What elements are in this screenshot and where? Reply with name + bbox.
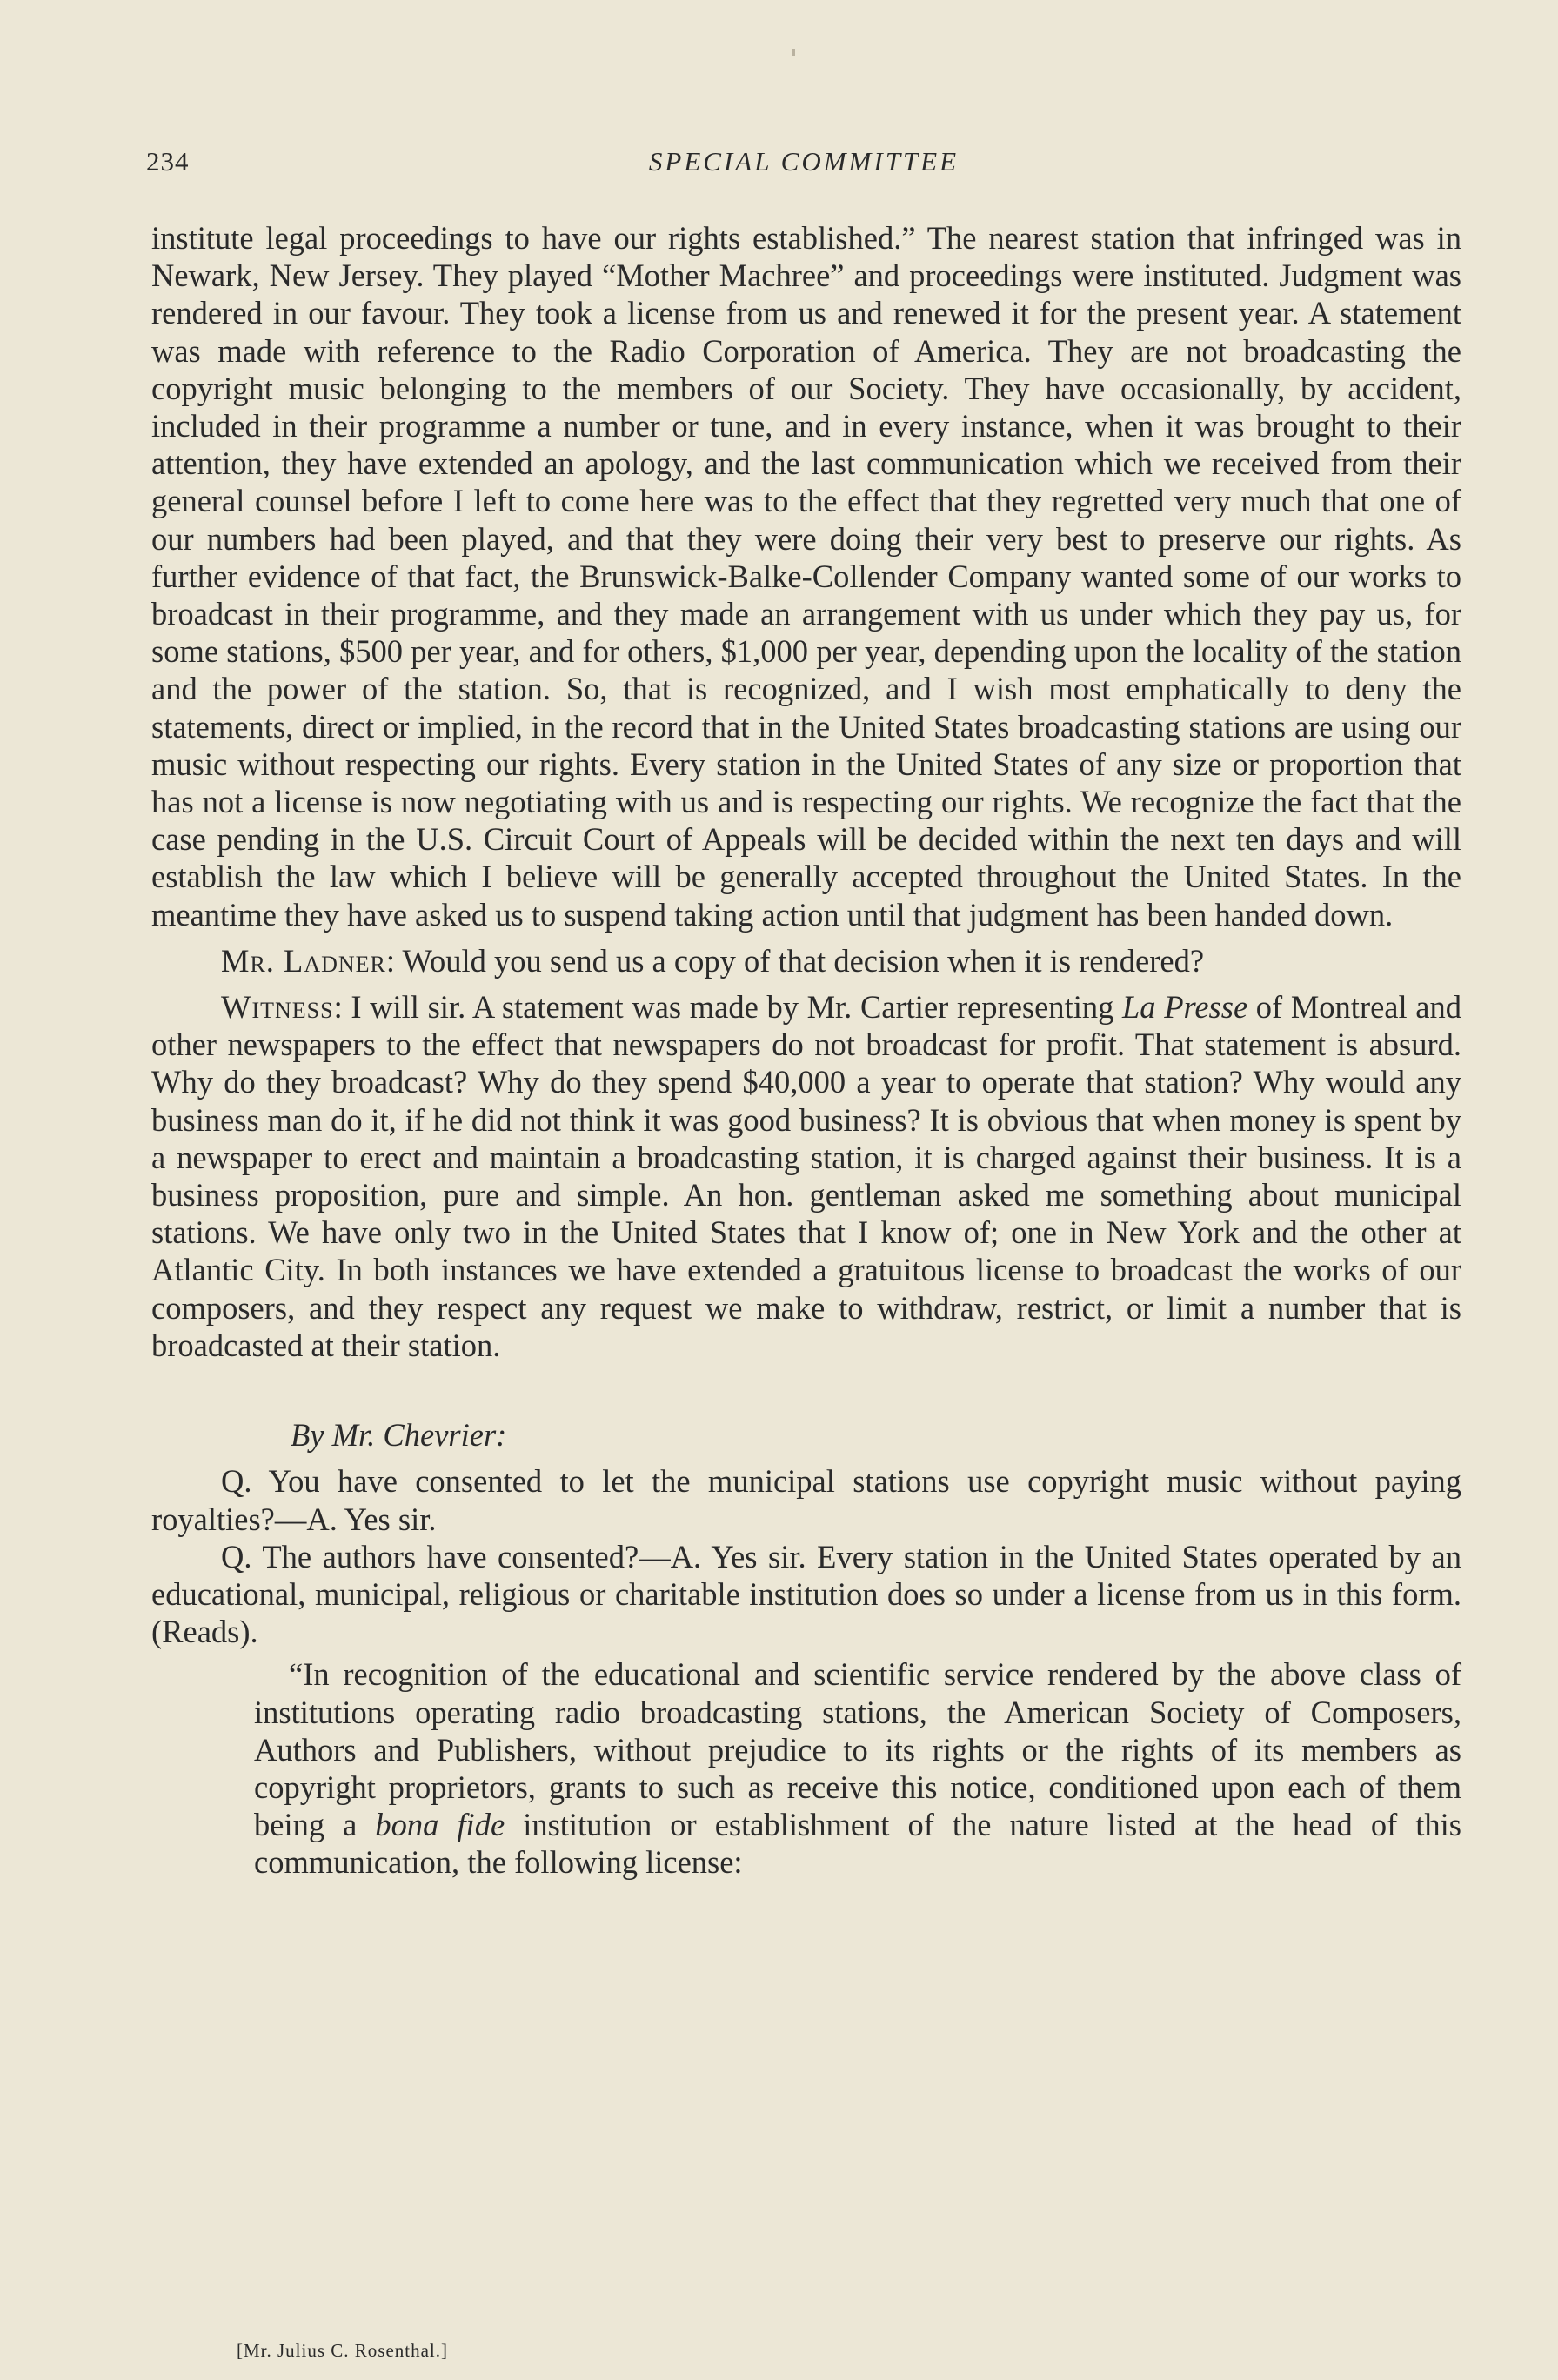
page-number: 234 (146, 146, 190, 177)
quote-italic: bona fide (375, 1807, 505, 1843)
speaker-name: Witness (221, 989, 334, 1026)
speaker-footnote: [Mr. Julius C. Rosenthal.] (237, 2340, 449, 2361)
examination-byline: By Mr. Chevrier: (291, 1417, 507, 1454)
body-text (151, 219, 1461, 1882)
newspaper-title: La Presse (1122, 989, 1248, 1026)
page-header (146, 146, 1461, 190)
paragraph-testimony-continued: institute legal proceedings to have our rights established.” The nearest station that infringed was in Newark, New Jersey. They played “Mother Machree” and proceedings were instituted. Judgment was rendered in our favour. They took a license from us and renewed it for the present year. A statement was made with reference to the Radio Corporation of America. They are not broadcasting the copyright music belonging to the members of our Society. They have occasionally, by accident, included in their programme a number or tune, and in every instance, when it was brought to their attention, they have extended an apology, and the last communication which we received from their general counsel before I left to come here was to the effect that they regretted very much that one of our numbers had been played, and that they were doing their very best to preserve our rights. As further evidence of that fact, the Brunswick-Balke-Collender Company wanted some of our works to broadcast in their programme, and they made an arrangement with us under which they pay us, for some stations, $500 per year, and for others, $1,000 per year, depending upon the locality of the station and the power of the station. So, that is recognized, and I wish most emphatically to deny the statements, direct or implied, in the record that in the United States broadcasting stations are using our music without respecting our rights. Every station in the United States of any size or proportion that has not a license is now negotiating with us and is respecting our rights. We recognize the fact that the case pending in the U.S. Circuit Court of Appeals will be decided within the next ten days and will establish the law which I believe will be generally accepted throughout the United States. In the meantime they have asked us to suspend taking action until that judgment has been handed down. (151, 220, 1461, 933)
running-head: SPECIAL COMMITTEE (648, 146, 960, 177)
paper-speck (792, 49, 795, 56)
question-answer-1: Q. You have consented to let the municipal stations use copyright music without paying royalties?—A. Yes sir. (151, 1463, 1461, 1537)
speaker-text: : I will sir. A statement was made by Mr. Cartier representing (333, 989, 1122, 1026)
paragraph-ladner-question (151, 942, 1461, 979)
quote-text: “In recognition of the educational and scientific service rendered by the above class of institutions operating radio broadcasting stations, the American Society of Composers, Authors and Publishers, without prejudice to its rights or the rights of its members as copyright proprietors, grants to such as receive this notice, conditioned upon each of them being a (254, 1656, 1461, 1843)
speaker-text-continued: of Montreal and other newspapers to the effect that newspapers do not broadcast for profit. That statement is absurd. Why do they broadcast? Why do they spend $40,000 a year to operate that station? Why would any business man do it, if he did not think it was good business? It is obvious that when money is spent by a newspaper to erect and maintain a broadcasting station, it is charged against their business. It is a business proposition, pure and simple. An hon. gentleman asked me something about municipal stations. We have only two in the United States that I know of; one in New York and the other at Atlantic City. In both instances we have extended a gratuitous license to broadcast the works of our composers, and they respect any request we make to withdraw, restrict, or limit a number that is broadcasted at their station. (151, 989, 1461, 1363)
quote-text-continued: institution or establishment of the nature listed at the head of this communication, the following license: (254, 1807, 1462, 1881)
speaker-name: Mr. Ladner (221, 942, 386, 979)
license-quotation (254, 1655, 1461, 1881)
paragraph-witness-answer (151, 988, 1461, 1364)
question-answer-2: Q. The authors have consented?—A. Yes sir. Every station in the United States operated by an educational, municipal, religious or charitable institution does so under a license from us in this form. (Reads). (151, 1538, 1461, 1650)
speaker-text: : Would you send us a copy of that decision when it is rendered? (385, 942, 1205, 979)
